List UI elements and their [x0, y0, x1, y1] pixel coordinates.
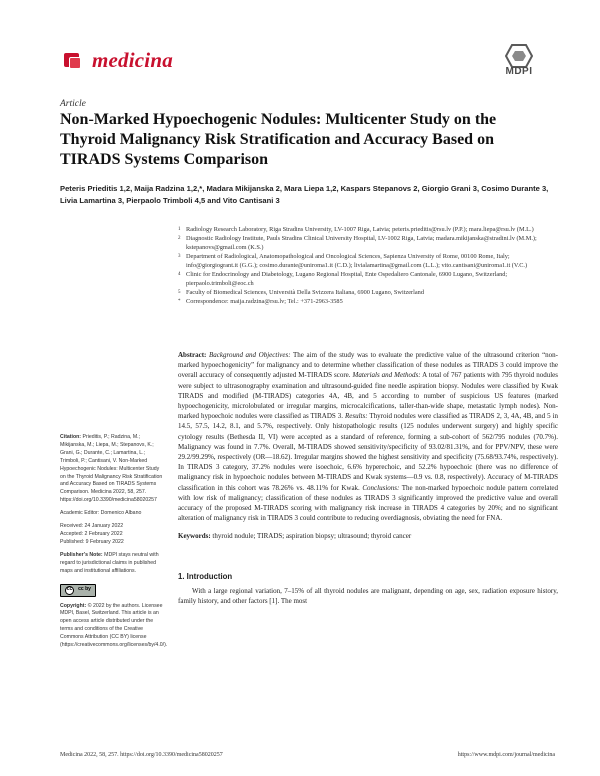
article-title: Non-Marked Hypoechogenic Nodules: Multicenter Study on the Thyroid Malignancy Risk Stratification and Accuracy Based on TIRADS Systems Comparison	[60, 111, 497, 168]
copyright-block: Copyright: © 2022 by the authors. Licensee MDPI, Basel, Switzerland. This article is an open access article distributed under the terms and conditions of the Creative Commons Attribution (CC BY) license (https://creativecommons.org/licenses/by/4.0/).	[60, 602, 168, 649]
article-info-sidebar	[60, 434, 168, 655]
mdpi-logo	[498, 44, 540, 82]
article-type: Article	[60, 99, 86, 109]
author-list: Peteris Prieditis 1,2, Maija Radzina 1,2,*, Madara Mikijanska 2, Mara Liepa 1,2, Kaspars Stepanovs 2, Giorgio Grani 3, Cosimo Durante 3, Livia Lamartina 3, Pierpaolo Trimboli 4,5 and Vito Cantisani 3	[60, 184, 549, 205]
cc-icon: cc	[65, 586, 74, 595]
section-heading: 1. Introduction	[178, 571, 233, 581]
abstract: Abstract: Background and Objectives: The aim of the study was to evaluate the predictive value of the ultrasound criterion “non-marked hypoechogenicity” for malignancy and to determine whether classification of these nodules as TIRADS 3 could improve the overall accuracy of consequently adjusted M-TIRADS score. Materials and Methods: A total of 767 patients with 795 thyroid nodules were subject to ultrasonography examination and ultrasound-guided fine needle aspiration biopsy. Nodules were classified by Kwak TIRADS and modified (M-TIRADS) categories 4A, 4B, and 5 according to number of suspicious US features (marked hypoechogenicity, microlobulated or irregular margins, microcalcifications, taller-than-wide shape, metastatic lymph nodes). Non-marked hypoechoic nodules were classified as TIRADS 3. Results: Thyroid nodules were classified as TIRADS 2, 3, 4A, 4B, and 5 in 14.5, 57.5, 14.2, 8.1, and 5.7%, respectively. Only histopathologic results (125 nodules underwent surgery) and highly specific cytology results (Bethesda II, VI) were accepted as a standard of reference, forming a sub-cohort of 562/795 nodules (70.7%). Malignancy was found in 7.7%. Overall, M-TIRADS showed sensitivity/specificity of 93.02/81.31%, and for PPV/NPV, these were 29.2/99.29%, respectively (OR—18.62). Irregular margins showed the highest sensitivity and specificity (75.68/93.74%, respectively). In TIRADS 3 category, 37.2% nodules were isoechoic, 6.6% hyperechoic, and 52.2% hypoechoic (there was no difference of malignancy risk in hypoechoic nodules between M-TIRADS and Kwak systems—0.9 vs. 0.8, respectively). Accuracy of M-TIRADS classification in this cohort was 78.26% vs. 48.11% for Kwak. Conclusions: The non-marked hypoechoic nodule pattern correlated with low risk of malignancy; classification of these nodules as TIRADS 3 significantly improved the predictive value and overall accuracy of the proposed M-TIRADS scoring with malignancy risk increase in TIRADS 4 categories by 20%; and no significant alteration of malignancy risk in TIRADS 3 could contribute to reducing overdiagnosis, obviating the need for FNA.	[178, 351, 559, 523]
main-content	[178, 350, 558, 606]
keywords: Keywords: thyroid nodule; TIRADS; aspiration biopsy; ultrasound; thyroid cancer	[178, 532, 412, 541]
correspondence: * Correspondence: maija.radzina@rsu.lv; Tel.: +371-2963-3585	[178, 298, 343, 305]
affiliation-item: 3 Department of Radiological, Anatomopathological and Oncological Sciences, Sapienza University of Rome, 00100 Rome, Italy; info@giorgiogrant.it (G.G.); cosimo.durante@uniroma1.it (C.D.); livialamartina@gmail.com (L.L.); vito.cantisani@uniroma1.it (V.C.)	[178, 253, 528, 269]
affiliation-item: 1 Radiology Research Laboratory, Riga Stradins University, LV-1007 Riga, Latvia; peteris.prieditis@rsu.lv (P.P.); mara.liepa@rsu.lv (M.L.)	[178, 226, 534, 233]
affiliation-item: 4 Clinic for Endocrinology and Diabetology, Lugano Regional Hospital, Ente Ospedaliero Cantonale, 6900 Lugano, Switzerland; pierpaolo.trimboli@eoc.ch	[178, 271, 508, 287]
cc-by-license-icon[interactable]	[60, 584, 96, 597]
publisher-note: Publisher’s Note: MDPI stays neutral with regard to jurisdictional claims in published maps and institutional affiliations.	[60, 551, 159, 574]
cc-badge-label: cc by	[78, 586, 91, 593]
citation-block: Citation: Prieditis, P.; Radzina, M.; Mikijanska, M.; Liepa, M.; Stepanovs, K.; Grani, G.; Durante, C.; Lamartina, L.; Trimboli, P.; Cantisani, V. Non-Marked Hypoechogenic Nodules: Multicenter Study on the Thyroid Malignancy Risk Stratification and Accuracy Based on TIRADS Systems Comparison. Medicina 2022, 58, 257. https://doi.org/10.3390/medicina58020257	[60, 434, 163, 504]
introduction-text: With a large regional variation, 7–15% of all thyroid nodules are malignant, depending on age, sex, radiation exposure history, family history, and other factors [1]. The most	[178, 586, 558, 606]
journal-logo	[60, 48, 173, 73]
academic-editor: Academic Editor: Domenico Albano	[60, 510, 142, 517]
page-footer	[60, 752, 555, 758]
publication-dates: Received: 24 January 2022 Accepted: 2 February 2022 Published: 9 February 2022	[60, 523, 124, 545]
citation-text: Prieditis, P.; Radzina, M.; Mikijanska, M.; Liepa, M.; Stepanovs, K.; Grani, G.; Durante, C.; Lamartina, L.; Trimboli, P.; Cantisani, V. Non-Marked Hypoechogenic Nodules: Multicenter Study on the Thyroid Malignancy Risk Stratification and Accuracy Based on TIRADS Systems Comparison. Medicina 2022, 58, 257. https://doi.org/10.3390/medicina58020257	[60, 434, 163, 504]
mdpi-hexagon-icon	[505, 44, 533, 68]
affiliation-item: 2 Diagnostic Radiology Institute, Pauls Stradins Clinical University Hospital, LV-1002 Riga, Latvia; madara.mikijanska@stradini.lv (M.M.); kstepanovs@gmail.com (K.S.)	[178, 235, 537, 251]
mdpi-logo-text: MDPI	[505, 66, 533, 77]
medicina-logo-icon	[60, 49, 86, 73]
journal-name: medicina	[92, 48, 173, 72]
affiliation-item: 5 Faculty of Biomedical Sciences, Università Della Svizzera Italiana, 6900 Lugano, Switzerland	[178, 289, 424, 296]
footer-citation[interactable]: Medicina 2022, 58, 257. https://doi.org/10.3390/medicina58020257	[60, 752, 223, 758]
affiliations	[178, 225, 558, 306]
footer-journal-link[interactable]: https://www.mdpi.com/journal/medicina	[457, 752, 555, 758]
